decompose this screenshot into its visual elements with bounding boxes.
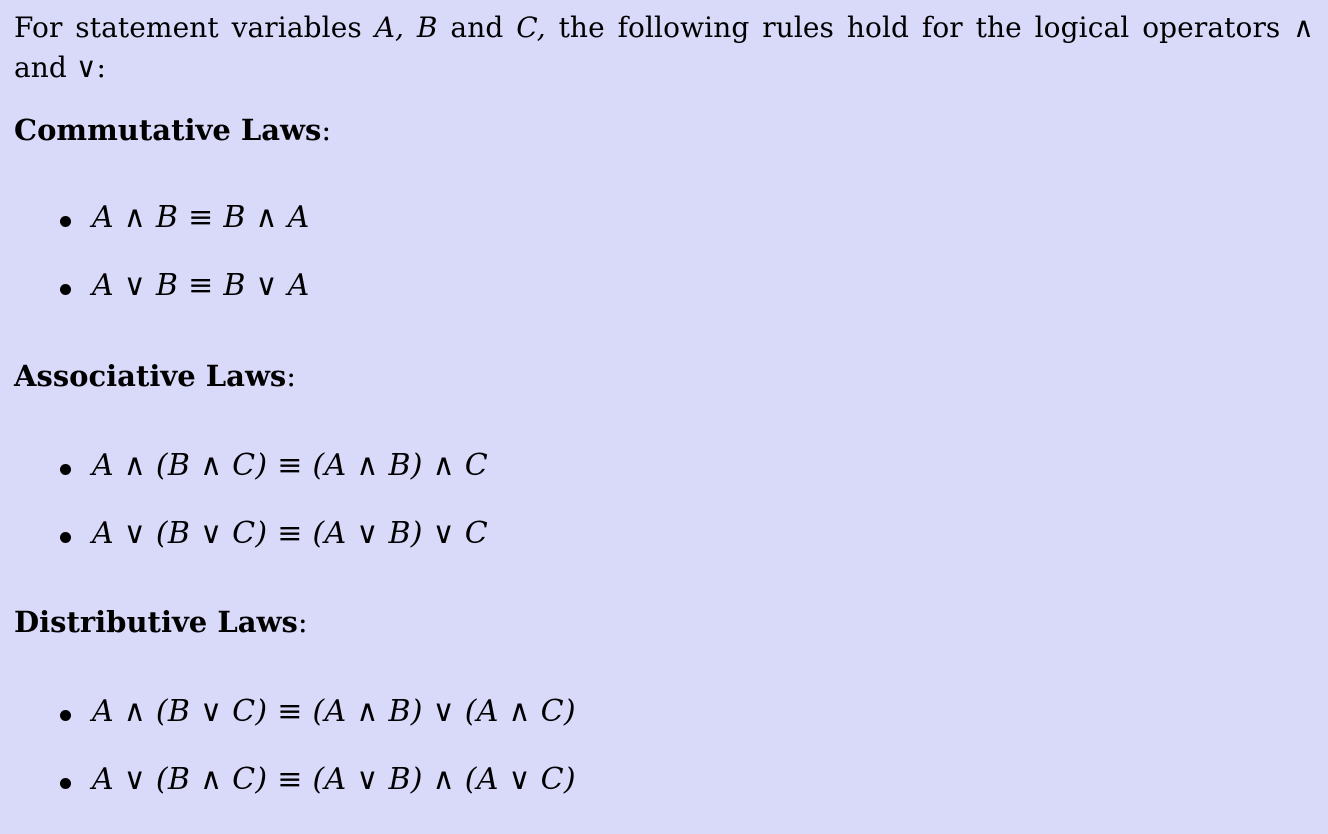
intro-word: rules [762, 11, 835, 44]
intro-word: logical [1034, 11, 1130, 44]
intro-word: hold [846, 11, 910, 44]
intro-line-1 [14, 8, 1314, 48]
intro-word: For [14, 11, 63, 44]
list-item [60, 252, 310, 320]
associative-law-list [60, 432, 488, 568]
law-formula: A ∧ (B ∧ C) ≡ (A ∧ B) ∧ C [92, 448, 488, 483]
list-item [60, 678, 576, 746]
section-heading-text: Distributive Laws [14, 605, 298, 639]
list-item [60, 500, 488, 568]
intro-word: B [416, 11, 438, 44]
intro-word: and [450, 11, 504, 44]
intro-word: C, [516, 11, 546, 44]
intro-word: following [617, 11, 750, 44]
law-formula: A ∧ (B ∨ C) ≡ (A ∧ B) ∨ (A ∧ C) [92, 694, 576, 729]
bullet-icon [60, 532, 71, 543]
bullet-icon [60, 284, 71, 295]
section-heading-text: Associative Laws [14, 359, 287, 393]
law-formula: A ∨ (B ∧ C) ≡ (A ∨ B) ∧ (A ∨ C) [92, 762, 576, 797]
law-formula: A ∧ B ≡ B ∧ A [92, 200, 310, 235]
bullet-icon [60, 710, 71, 721]
law-formula: A ∨ B ≡ B ∨ A [92, 268, 310, 303]
section-heading-commutative [14, 112, 331, 148]
intro-word: the [975, 11, 1022, 44]
bullet-icon [60, 216, 71, 227]
section-heading-associative [14, 358, 296, 394]
intro-line-2: and ∨: [14, 51, 107, 84]
list-item [60, 432, 488, 500]
section-heading-colon: : [297, 605, 308, 639]
section-heading-text: Commutative Laws [14, 113, 322, 147]
section-heading-colon: : [321, 113, 332, 147]
intro-word: operators [1142, 11, 1281, 44]
bullet-icon [60, 464, 71, 475]
commutative-law-list [60, 184, 310, 320]
intro-word: for [921, 11, 963, 44]
intro-paragraph [14, 8, 1314, 88]
intro-word: statement [75, 11, 219, 44]
intro-word: the [558, 11, 605, 44]
intro-word: A, [374, 11, 405, 44]
section-heading-distributive [14, 604, 308, 640]
list-item [60, 184, 310, 252]
list-item [60, 746, 576, 814]
law-formula: A ∨ (B ∨ C) ≡ (A ∨ B) ∨ C [92, 516, 488, 551]
intro-word: variables [231, 11, 362, 44]
section-heading-colon: : [286, 359, 297, 393]
distributive-law-list [60, 678, 576, 814]
bullet-icon [60, 778, 71, 789]
intro-word: ∧ [1293, 11, 1314, 44]
